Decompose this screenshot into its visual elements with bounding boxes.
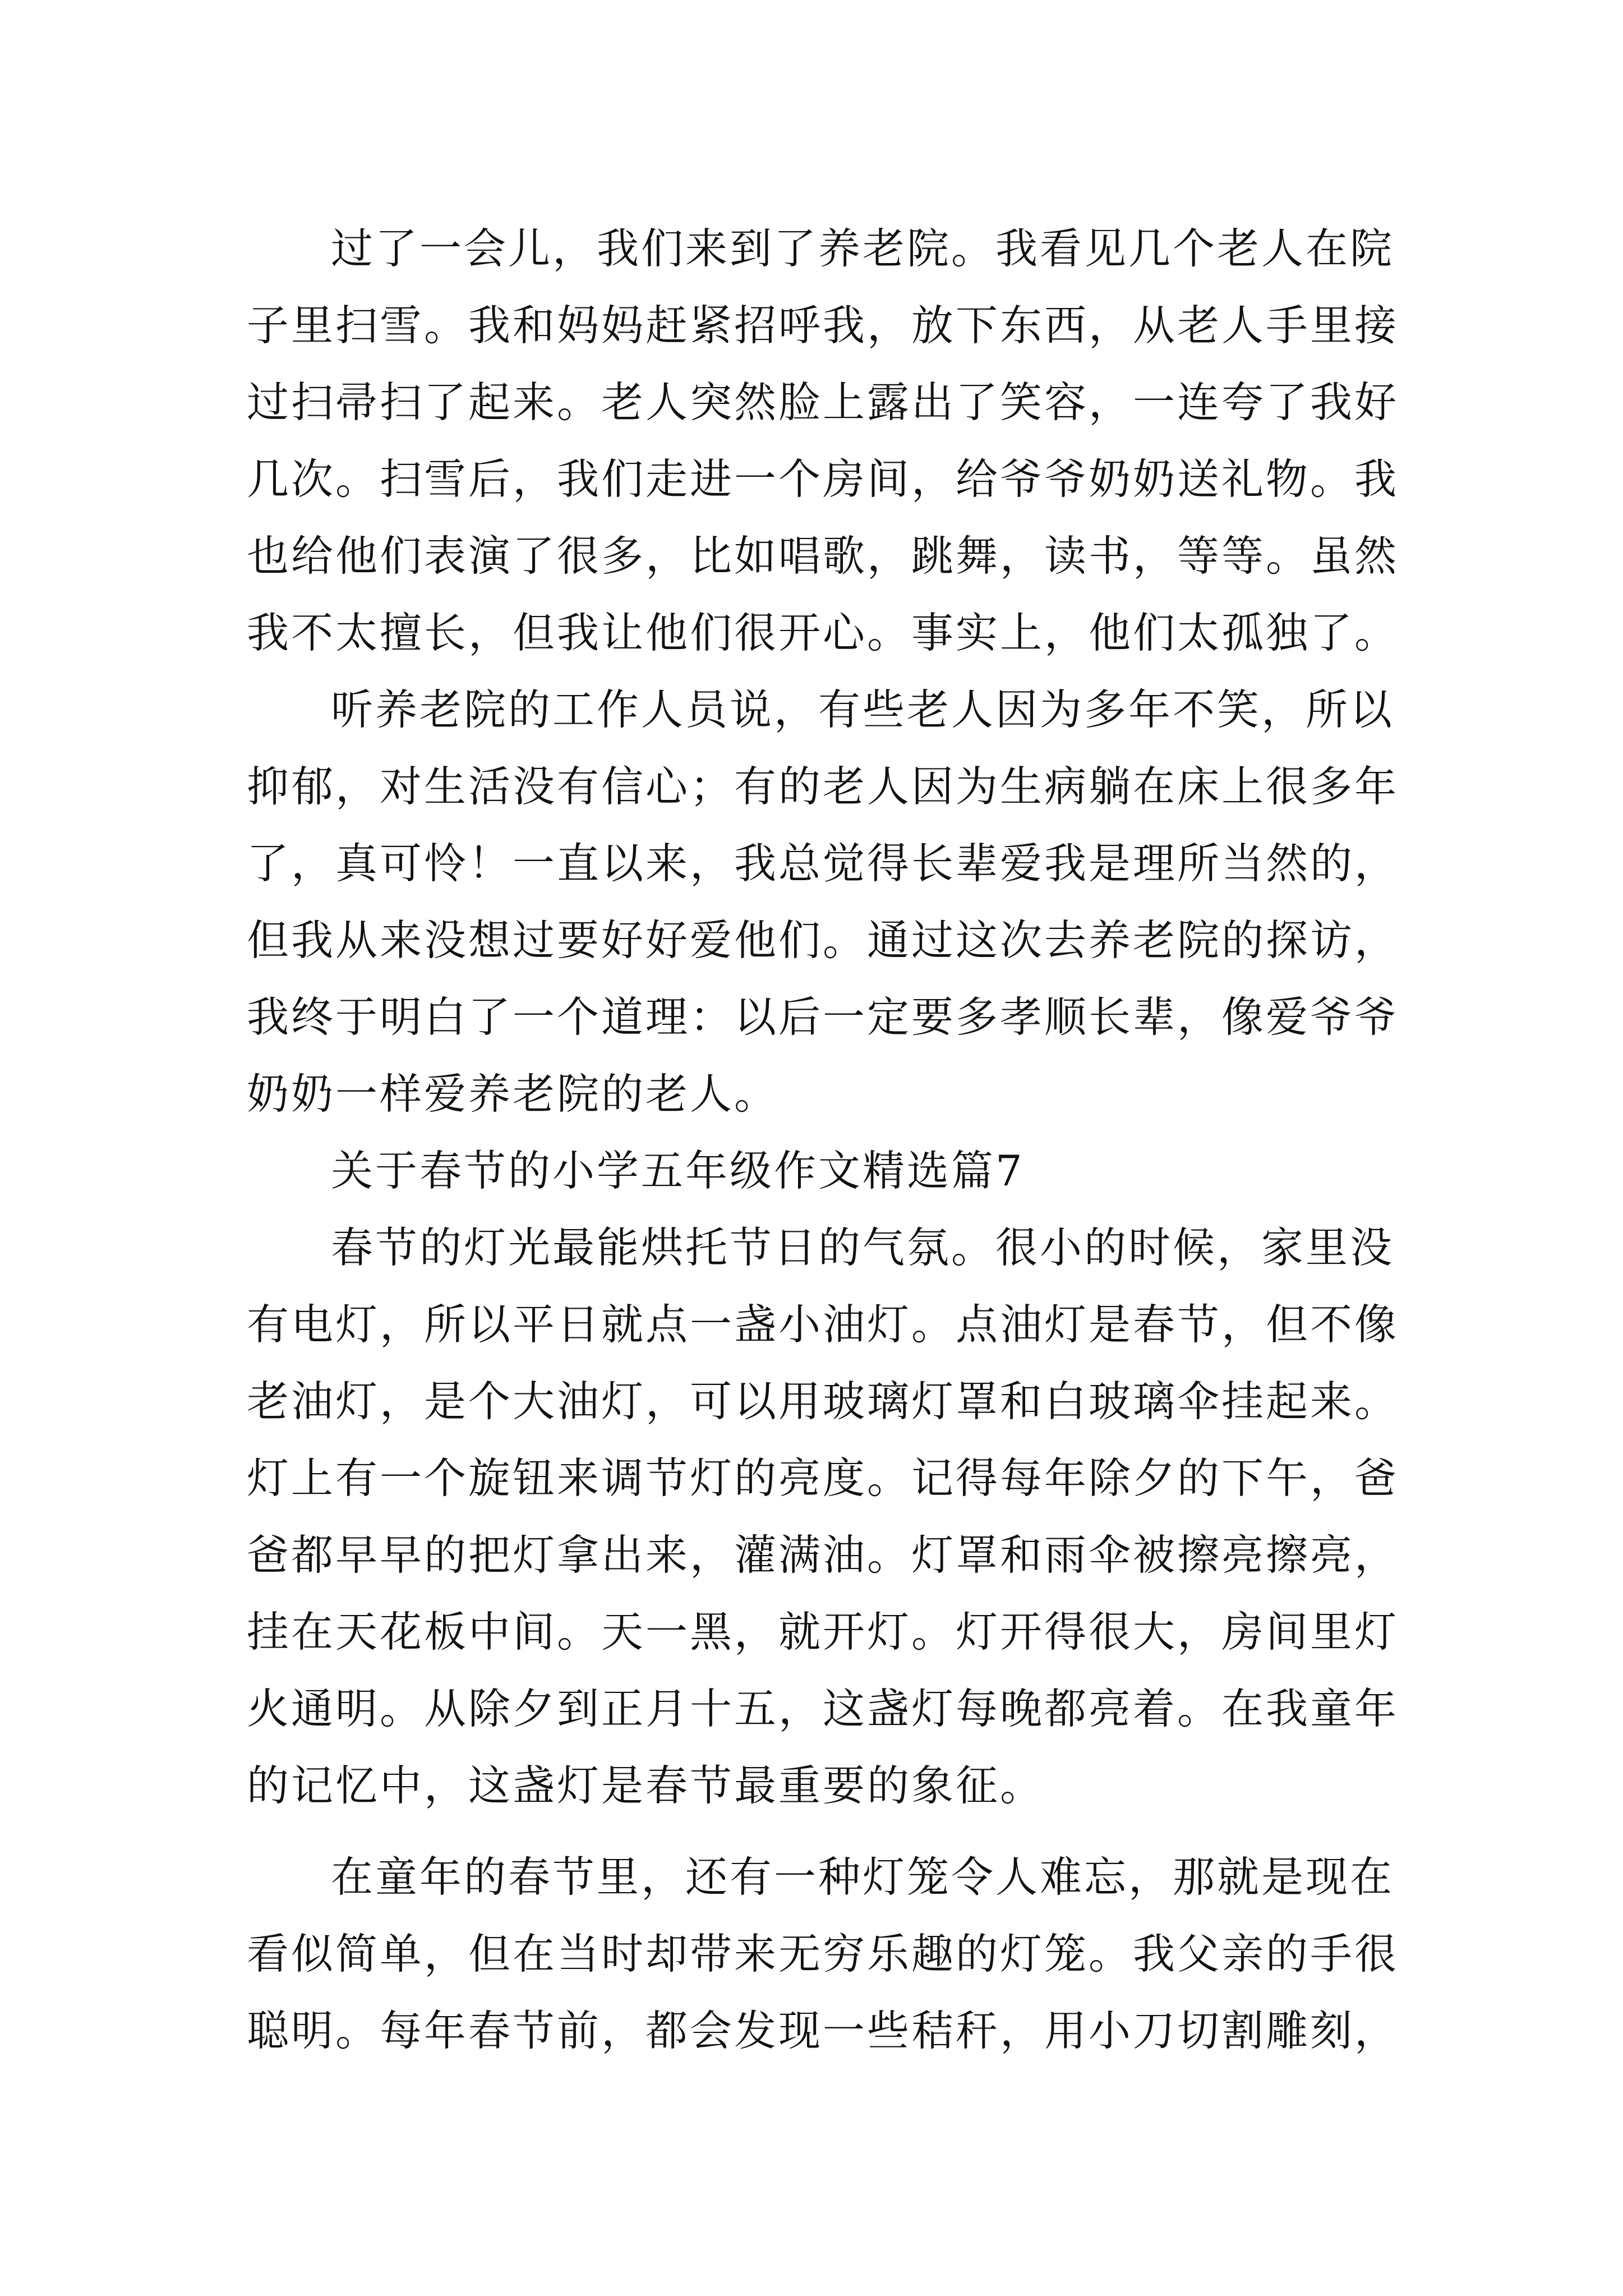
text-line: 火通明。从除夕到正月十五，这盏灯每晚都亮着。在我童年 <box>247 1684 1399 1733</box>
text-line: 的记忆中，这盏灯是春节最重要的象征。 <box>247 1761 1045 1810</box>
text-line: 爸都早早的把灯拿出来，灌满油。灯罩和雨伞被擦亮擦亮， <box>247 1530 1399 1580</box>
paragraph-spring-festival-lamp <box>247 1209 1399 1824</box>
text-line: 有电灯，所以平日就点一盏小油灯。点油灯是春节，但不像 <box>247 1300 1399 1349</box>
text-line: 我终于明白了一个道理：以后一定要多孝顺长辈，像爱爷爷 <box>247 992 1399 1042</box>
text-line: 几次。扫雪后，我们走进一个房间，给爷爷奶奶送礼物。我 <box>247 454 1399 504</box>
text-line: 过了一会儿，我们来到了养老院。我看见几个老人在院 <box>331 224 1395 273</box>
paragraph-childhood-lantern <box>247 1839 1399 2069</box>
text-line: 但我从来没想过要好好爱他们。通过这次去养老院的探访， <box>247 915 1399 965</box>
text-line: 听养老院的工作人员说，有些老人因为多年不笑，所以 <box>331 685 1395 734</box>
paragraph-staff-said <box>247 671 1399 1133</box>
text-line: 看似简单，但在当时却带来无穷乐趣的灯笼。我父亲的手很 <box>247 1929 1399 1978</box>
text-line: 我不太擅长，但我让他们很开心。事实上，他们太孤独了。 <box>247 608 1399 657</box>
text-line: 奶奶一样爱养老院的老人。 <box>247 1069 779 1119</box>
text-line: 子里扫雪。我和妈妈赶紧招呼我，放下东西，从老人手里接 <box>247 301 1399 350</box>
text-line: 在童年的春节里，还有一种灯笼令人难忘，那就是现在 <box>331 1852 1395 1902</box>
text-line: 挂在天花板中间。天一黑，就开灯。灯开得很大，房间里灯 <box>247 1607 1399 1657</box>
section-heading <box>247 1133 1380 1209</box>
text-line: 老油灯，是个大油灯，可以用玻璃灯罩和白玻璃伞挂起来。 <box>247 1377 1399 1426</box>
paragraph-nursing-home-visit <box>247 210 1399 671</box>
document-body <box>247 210 1399 2069</box>
text-line: 了，真可怜！一直以来，我总觉得长辈爱我是理所当然的， <box>247 839 1399 888</box>
text-line: 聪明。每年春节前，都会发现一些秸秆，用小刀切割雕刻， <box>247 2006 1399 2055</box>
text-line: 抑郁，对生活没有信心；有的老人因为生病躺在床上很多年 <box>247 762 1399 811</box>
text-line: 春节的灯光最能烘托节日的气氛。很小的时候，家里没 <box>331 1223 1395 1272</box>
text-line: 灯上有一个旋钮来调节灯的亮度。记得每年除夕的下午，爸 <box>247 1453 1399 1503</box>
text-line: 也给他们表演了很多，比如唱歌，跳舞，读书，等等。虽然 <box>247 531 1399 581</box>
section-heading-text: 关于春节的小学五年级作文精选篇7 <box>331 1146 1025 1195</box>
text-line: 过扫帚扫了起来。老人突然脸上露出了笑容，一连夸了我好 <box>247 378 1399 427</box>
